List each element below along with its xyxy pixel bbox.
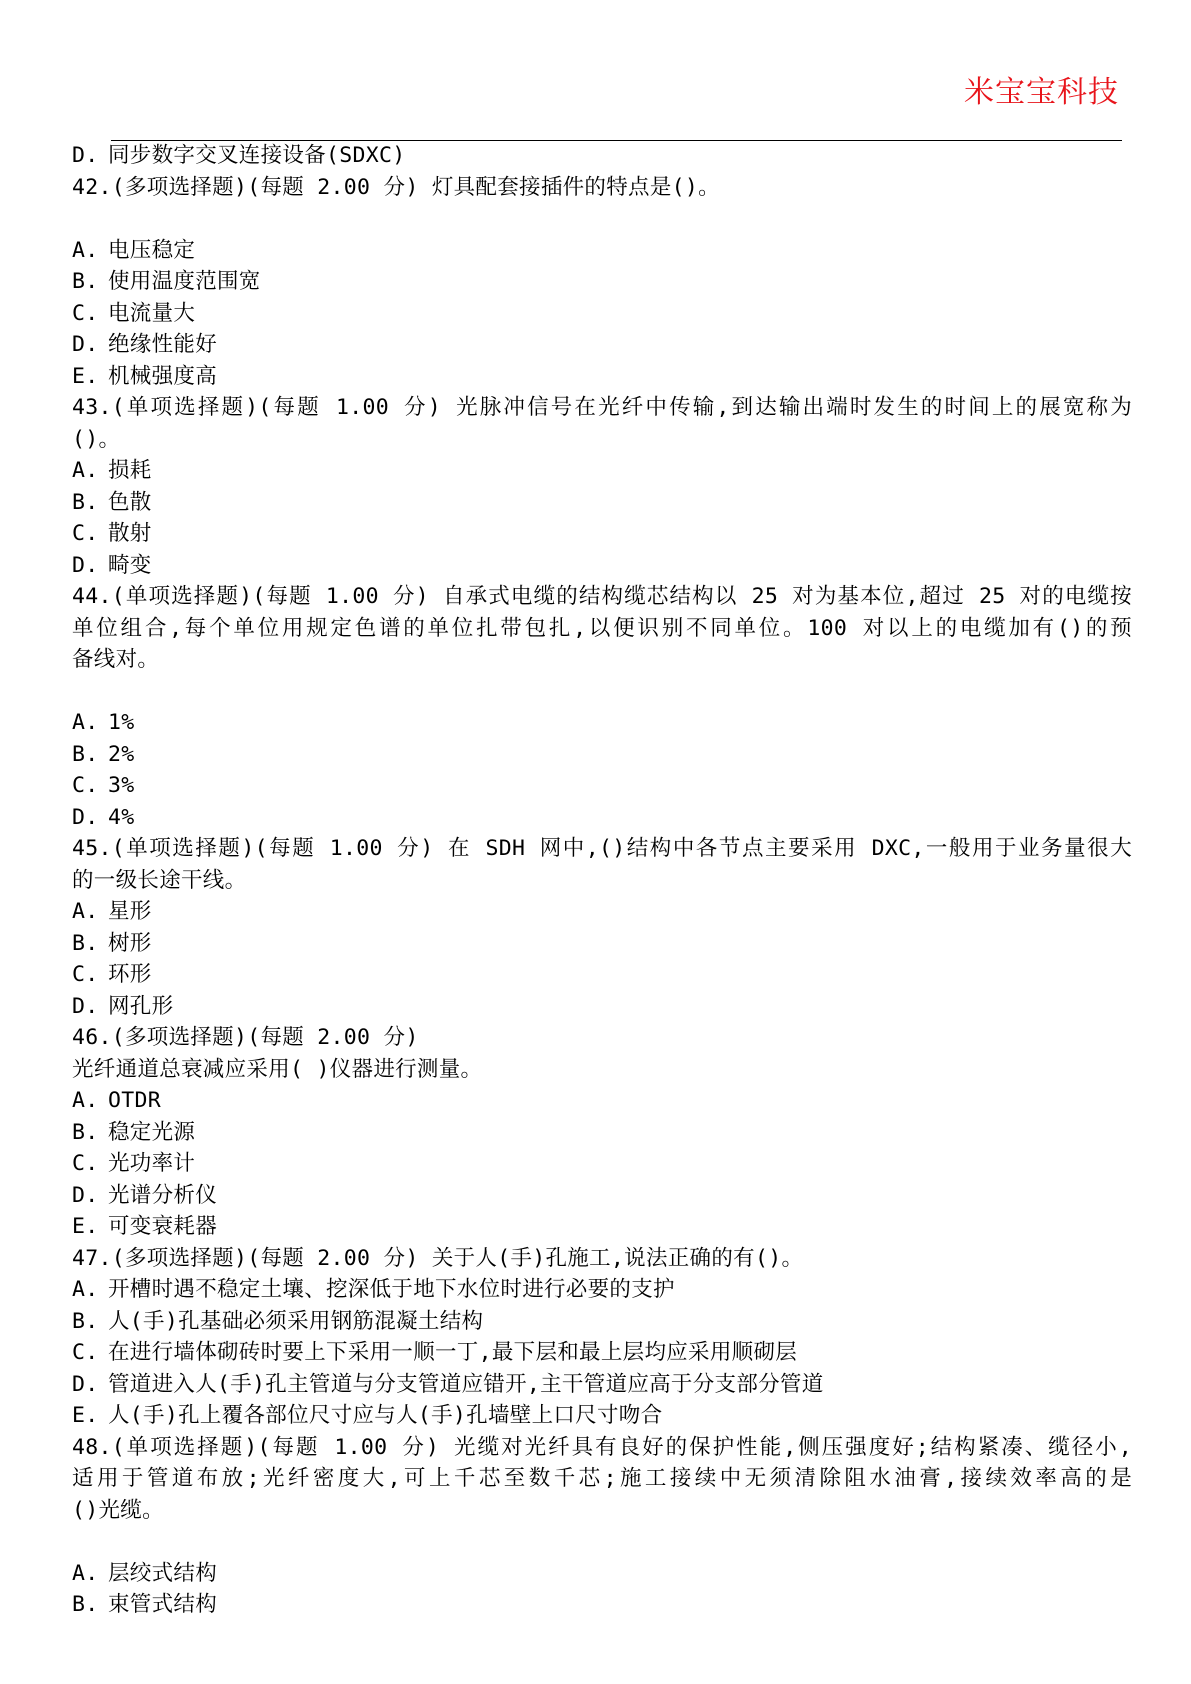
option-item xyxy=(72,455,1132,487)
question-stem-line: 备线对。 xyxy=(72,647,160,672)
question-stem-line: 47.(多项选择题)(每题 2.00 分) 关于人(手)孔施工,说法正确的有()。 xyxy=(72,1245,804,1271)
question-45 xyxy=(72,833,1132,1022)
option-text: 2% xyxy=(108,741,135,767)
option-key: B. xyxy=(72,269,99,294)
option-text: 环形 xyxy=(108,962,152,987)
option-item xyxy=(72,707,1132,739)
option-text: 开槽时遇不稳定土壤、挖深低于地下水位时进行必要的支护 xyxy=(108,1277,675,1302)
question-48 xyxy=(72,1432,1132,1621)
question-stem-line: ()。 xyxy=(72,426,121,452)
question-stem-line: 46.(多项选择题)(每题 2.00 分) xyxy=(72,1025,419,1050)
option-text: 管道进入人(手)孔主管道与分支管道应错开,主干管道应高于分支部分管道 xyxy=(108,1371,824,1397)
option-key: E. xyxy=(72,363,99,389)
option-text: OTDR xyxy=(108,1088,161,1113)
option-text: 在进行墙体砌砖时要上下采用一顺一丁,最下层和最上层均应采用顺砌层 xyxy=(108,1340,798,1365)
question-43 xyxy=(72,392,1132,581)
option-text: 网孔形 xyxy=(108,993,174,1019)
option-key: B. xyxy=(72,1119,99,1145)
option-key: E. xyxy=(72,1214,99,1239)
option-text: 畸变 xyxy=(108,552,152,578)
blank-line xyxy=(72,203,1132,235)
option-item xyxy=(72,739,1132,771)
option-text: 星形 xyxy=(108,899,152,924)
option-key: B. xyxy=(72,741,99,767)
carry-over-option xyxy=(72,140,1132,172)
option-item xyxy=(72,1085,1132,1117)
option-text: 层绞式结构 xyxy=(108,1560,218,1586)
question-42 xyxy=(72,172,1132,393)
option-key: C. xyxy=(72,773,99,798)
option-item xyxy=(72,1306,1132,1338)
option-text: 散射 xyxy=(108,521,152,546)
option-text: 色散 xyxy=(108,489,152,515)
option-text: 电流量大 xyxy=(108,300,196,326)
option-key: D. xyxy=(72,143,99,168)
option-item xyxy=(72,770,1132,802)
option-text: 绝缘性能好 xyxy=(108,332,218,357)
question-stem-line: 的一级长途干线。 xyxy=(72,867,247,893)
option-key: B. xyxy=(72,489,99,515)
option-key: C. xyxy=(72,1340,99,1365)
question-stem-line: ()光缆。 xyxy=(72,1497,164,1523)
option-text: 光谱分析仪 xyxy=(108,1182,218,1208)
option-key: A. xyxy=(72,1088,99,1113)
option-item xyxy=(72,1589,1132,1621)
option-text: 束管式结构 xyxy=(108,1592,218,1617)
question-stem-line: 44.(单项选择题)(每题 1.00 分) 自承式电缆的结构缆芯结构以 25 对为基本位,超过 25 对的电缆按 xyxy=(72,584,1132,609)
option-text: 1% xyxy=(108,710,135,735)
option-key: D. xyxy=(72,993,99,1019)
option-item xyxy=(72,235,1132,267)
option-item xyxy=(72,1558,1132,1590)
question-stem-line: 光纤通道总衰减应采用( )仪器进行测量。 xyxy=(72,1056,483,1082)
option-item xyxy=(72,896,1132,928)
option-item xyxy=(72,1148,1132,1180)
option-item xyxy=(72,1369,1132,1401)
option-key: B. xyxy=(72,930,99,956)
option-item xyxy=(72,1117,1132,1149)
option-item xyxy=(72,518,1132,550)
option-key: C. xyxy=(72,1151,99,1176)
option-item xyxy=(72,991,1132,1023)
option-key: A. xyxy=(72,458,99,483)
option-item xyxy=(72,266,1132,298)
option-text: 损耗 xyxy=(108,458,152,483)
question-44 xyxy=(72,581,1132,833)
question-stem-line: 45.(单项选择题)(每题 1.00 分) 在 SDH 网中,()结构中各节点主要采用 DXC,一般用于业务量很大 xyxy=(72,836,1132,861)
option-text: 可变衰耗器 xyxy=(108,1214,218,1239)
option-text: 使用温度范围宽 xyxy=(108,269,261,294)
question-list xyxy=(72,140,1132,1621)
option-key: D. xyxy=(72,804,99,830)
option-key: A. xyxy=(72,237,99,263)
option-text: 3% xyxy=(108,773,135,798)
question-46 xyxy=(72,1022,1132,1243)
question-stem-line: 单位组合,每个单位用规定色谱的单位扎带包扎,以便识别不同单位。100 对以上的电缆加有()的预 xyxy=(72,615,1132,641)
option-item xyxy=(72,1274,1132,1306)
question-stem-line: 42.(多项选择题)(每题 2.00 分) 灯具配套接插件的特点是()。 xyxy=(72,174,720,200)
option-item xyxy=(72,959,1132,991)
option-item xyxy=(72,329,1132,361)
option-key: C. xyxy=(72,962,99,987)
option-text: 人(手)孔基础必须采用钢筋混凝土结构 xyxy=(108,1308,484,1334)
option-text: 人(手)孔上覆各部位尺寸应与人(手)孔墙壁上口尺寸吻合 xyxy=(108,1403,663,1428)
option-item xyxy=(72,802,1132,834)
option-item xyxy=(72,298,1132,330)
option-key: B. xyxy=(72,1592,99,1617)
option-text: 同步数字交叉连接设备(SDXC) xyxy=(108,143,406,168)
brand-watermark: 米宝宝科技 xyxy=(964,75,1119,110)
option-key: D. xyxy=(72,552,99,578)
option-key: B. xyxy=(72,1308,99,1334)
option-key: A. xyxy=(72,899,99,924)
question-47 xyxy=(72,1243,1132,1432)
option-item xyxy=(72,361,1132,393)
option-key: D. xyxy=(72,332,99,357)
option-item xyxy=(72,1180,1132,1212)
option-key: A. xyxy=(72,1560,99,1586)
option-key: C. xyxy=(72,300,99,326)
option-key: D. xyxy=(72,1371,99,1397)
option-item xyxy=(72,928,1132,960)
option-item xyxy=(72,550,1132,582)
option-key: D. xyxy=(72,1182,99,1208)
option-key: C. xyxy=(72,521,99,546)
question-stem-line: 43.(单项选择题)(每题 1.00 分) 光脉冲信号在光纤中传输,到达输出端时发生的时间上的展宽称为 xyxy=(72,395,1132,420)
option-text: 稳定光源 xyxy=(108,1119,196,1145)
option-key: A. xyxy=(72,1277,99,1302)
option-item xyxy=(72,1400,1132,1432)
question-stem-line: 适用于管道布放;光纤密度大,可上千芯至数千芯;施工接续中无须清除阻水油膏,接续效率高的是 xyxy=(72,1466,1132,1491)
option-text: 树形 xyxy=(108,930,152,956)
question-stem-line: 48.(单项选择题)(每题 1.00 分) 光缆对光纤具有良好的保护性能,侧压强度好;结构紧凑、缆径小, xyxy=(72,1434,1132,1460)
option-key: A. xyxy=(72,710,99,735)
blank-line xyxy=(72,676,1132,708)
blank-line xyxy=(72,1526,1132,1558)
option-key: E. xyxy=(72,1403,99,1428)
option-text: 光功率计 xyxy=(108,1151,196,1176)
option-item xyxy=(72,1211,1132,1243)
option-text: 机械强度高 xyxy=(108,363,218,389)
option-item xyxy=(72,1337,1132,1369)
option-text: 4% xyxy=(108,804,135,830)
option-text: 电压稳定 xyxy=(108,237,196,263)
option-item xyxy=(72,487,1132,519)
